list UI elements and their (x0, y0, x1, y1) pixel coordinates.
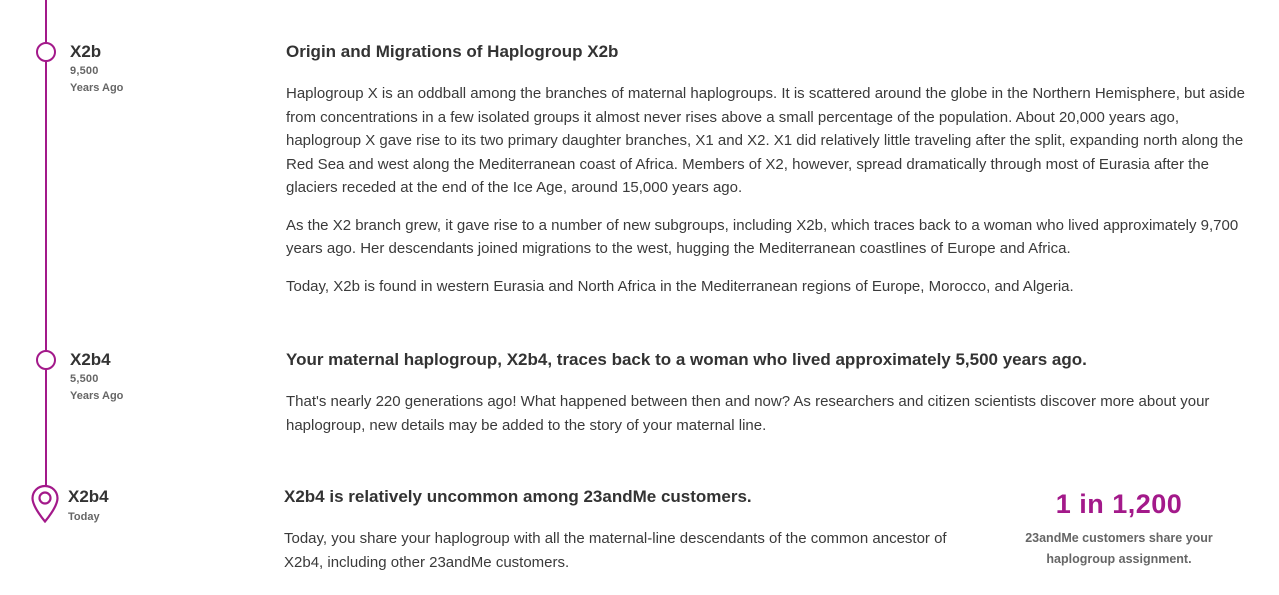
timeline-node-icon (36, 42, 56, 62)
section-paragraph: As the X2 branch grew, it gave rise to a number of new subgroups, including X2b, which traces back to a woman who lived approximately 9,700 years ago. Her descendants joined migrations to the west, hugging the Mediterranean coastlines of Europe and Africa. (286, 216, 1239, 257)
timeline-line (45, 0, 47, 490)
section-maternal-haplogroup (286, 350, 1248, 437)
section-paragraph: Haplogroup X is an oddball among the branches of maternal haplogroups. It is scattered around the globe in the Northern Hemisphere, but aside from concentrations in a few isolated groups it almost never rises above a small percentage of the population. About 20,000 years ago, haplogroup X gave rise to its two primary daughter branches, X1 and X2. X1 did relatively little traveling after the split, expanding north along the Red Sea and west along the Mediterranean coast of Africa. Members of X2, however, spread dramatically through most of Eurasia after the glaciers receded at the end of the Ice Age, around 15,000 years ago. (286, 85, 1245, 196)
years-value: 9,500 (70, 65, 99, 77)
years-value: 5,500 (70, 373, 99, 385)
timeline-label-x2b4 (70, 350, 123, 405)
timeline-label-today (68, 487, 109, 526)
section-paragraph: Today, X2b is found in western Eurasia and North Africa in the Mediterranean regions of Europe, Morocco, and Algeria. (286, 277, 1074, 295)
section-origin-migrations (286, 42, 1248, 298)
years-label: Years Ago (70, 390, 124, 402)
stat-caption: 23andMe customers share your haplogroup assignment. (1025, 531, 1213, 566)
section-heading: X2b4 is relatively uncommon among 23andMe customers. (284, 487, 752, 506)
location-pin-icon (30, 484, 60, 524)
haplogroup-name: X2b4 (70, 350, 111, 369)
section-paragraph: That's nearly 220 generations ago! What happened between then and now? As researchers and citizen scientists discover more about your haplogroup, new details may be added to the story of your maternal line. (286, 393, 1210, 434)
haplogroup-name: X2b4 (68, 487, 109, 506)
timeline-label-x2b (70, 42, 123, 97)
section-heading: Your maternal haplogroup, X2b4, traces back to a woman who lived approximately 5,500 years ago. (286, 350, 1087, 369)
time-label: Today (68, 511, 100, 523)
section-heading: Origin and Migrations of Haplogroup X2b (286, 42, 619, 61)
haplogroup-name: X2b (70, 42, 102, 61)
section-paragraph: Today, you share your haplogroup with all the maternal-line descendants of the common ancestor of X2b4, including other 23andMe customers. (284, 530, 947, 571)
section-today (284, 487, 964, 574)
stat-value: 1 in 1,200 (1055, 489, 1183, 519)
years-label: Years Ago (70, 82, 124, 94)
customer-stat (1000, 488, 1238, 570)
timeline-node-icon (36, 350, 56, 370)
